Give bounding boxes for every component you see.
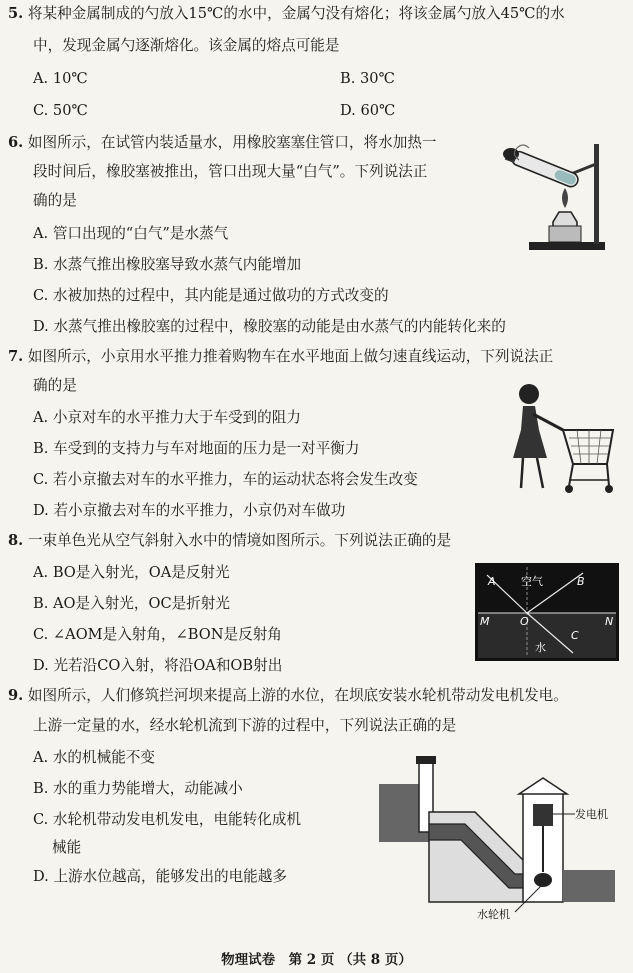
q7-option-a[interactable]: A. 小京对车的水平推力大于车受到的阻力	[33, 409, 301, 426]
dam-tower-cap	[416, 756, 436, 764]
q8-option-d[interactable]: D. 光若沿CO入射，将沿OA和OB射出	[33, 657, 283, 674]
q6-stem-line-1: 6. 如图所示，在试管内装适量水，用橡胶塞塞住管口，将水加热一	[8, 134, 437, 151]
stand-base	[529, 242, 605, 250]
label-c: C	[571, 629, 579, 642]
q9-option-c-continued: 械能	[52, 839, 82, 856]
q5-stem-line-2: 中，发现金属勺逐渐熔化。该金属的熔点可能是	[33, 37, 340, 54]
q6-stem-line-3: 确的是	[33, 192, 77, 209]
label-a: A	[488, 575, 496, 588]
alcohol-lamp-flame	[562, 188, 568, 208]
q6-option-c[interactable]: C. 水被加热的过程中，其内能是通过做功的方式改变的	[33, 287, 389, 304]
label-o: O	[520, 615, 529, 628]
q5-stem-line-1: 5. 将某种金属制成的勺放入15℃的水中，金属勺没有熔化；将该金属勺放入45℃的水	[8, 5, 565, 22]
turbine-wheel	[534, 873, 552, 887]
q8-stem-line-1: 8. 一束单色光从空气斜射入水中的情境如图所示。下列说法正确的是	[8, 532, 452, 549]
q7-option-b[interactable]: B. 车受到的支持力与车对地面的压力是一对平衡力	[33, 440, 360, 457]
powerhouse-roof	[519, 778, 567, 794]
girl-body	[513, 406, 547, 458]
label-air: 空气	[521, 575, 543, 588]
q6-option-d[interactable]: D. 水蒸气推出橡胶塞的过程中，橡胶塞的动能是由水蒸气的内能转化来的	[33, 318, 506, 335]
label-b: B	[577, 575, 585, 588]
q9-option-c[interactable]: C. 水轮机带动发电机发电，电能转化成机	[33, 811, 302, 828]
q6-number: 6.	[8, 134, 24, 151]
q8-option-c[interactable]: C. ∠AOM是入射角，∠BON是反射角	[33, 626, 282, 643]
q9-option-a[interactable]: A. 水的机械能不变	[33, 749, 155, 766]
label-water: 水	[535, 641, 546, 654]
cart-mesh	[569, 430, 611, 464]
q7-option-c[interactable]: C. 若小京撤去对车的水平推力，车的运动状态将会发生改变	[33, 471, 418, 488]
q7-stem-line-1: 7. 如图所示，小京用水平推力推着购物车在水平地面上做匀速直线运动，下列说法正	[8, 348, 554, 365]
generator-label: 发电机	[575, 808, 608, 821]
test-tube-apparatus-figure	[497, 138, 607, 253]
q9-stem-line-2: 上游一定量的水，经水轮机流到下游的过程中，下列说法正确的是	[33, 717, 457, 734]
cart-wheel-front	[565, 485, 573, 493]
q9-number: 9.	[8, 687, 24, 704]
label-m: M	[480, 615, 490, 628]
q8-number: 8.	[8, 532, 24, 549]
q9-option-d[interactable]: D. 上游水位越高，能够发出的电能越多	[33, 868, 287, 885]
q8-option-a[interactable]: A. BO是入射光，OA是反射光	[33, 564, 230, 581]
q7-stem-line-2: 确的是	[33, 377, 77, 394]
q8-option-b[interactable]: B. AO是入射光，OC是折射光	[33, 595, 230, 612]
turbine-label: 水轮机	[477, 908, 510, 921]
q5-option-a[interactable]: A. 10℃	[33, 70, 88, 87]
lamp-block	[549, 226, 581, 242]
shopping-cart-figure	[507, 378, 617, 498]
cart-frame-back	[607, 464, 609, 486]
q5-number: 5.	[8, 5, 24, 22]
cart-frame	[569, 464, 573, 486]
girl-leg-left	[521, 458, 523, 488]
water-region	[478, 613, 616, 658]
q7-number: 7.	[8, 348, 24, 365]
q5-option-b[interactable]: B. 30℃	[340, 70, 395, 87]
page-footer: 物理试卷 第 2 页 （共 8 页）	[221, 952, 412, 968]
label-n: N	[605, 615, 614, 628]
dam-generator-figure	[375, 752, 620, 922]
clamp-arm	[571, 164, 596, 174]
q6-stem-line-2: 段时间后，橡胶塞被推出，管口出现大量“白气”。下列说法正	[33, 163, 428, 180]
q5-option-d[interactable]: D. 60℃	[340, 102, 396, 119]
stand-pole	[594, 144, 599, 244]
downstream-water	[563, 870, 615, 902]
cart-basket	[563, 430, 613, 464]
q6-option-a[interactable]: A. 管口出现的“白气”是水蒸气	[33, 225, 229, 242]
girl-leg-right	[537, 458, 543, 488]
q9-option-b[interactable]: B. 水的重力势能增大，动能减小	[33, 780, 243, 797]
q7-option-d[interactable]: D. 若小京撤去对车的水平推力，小京仍对车做功	[33, 502, 346, 519]
girl-head	[519, 384, 539, 404]
q9-stem-line-1: 9. 如图所示，人们修筑拦河坝来提高上游的水位，在坝底安装水轮机带动发电机发电。	[8, 687, 568, 704]
generator-box	[533, 804, 553, 826]
light-refraction-figure	[475, 563, 619, 661]
q6-option-b[interactable]: B. 水蒸气推出橡胶塞导致水蒸气内能增加	[33, 256, 302, 273]
cart-wheel-back	[605, 485, 613, 493]
q5-option-c[interactable]: C. 50℃	[33, 102, 88, 119]
